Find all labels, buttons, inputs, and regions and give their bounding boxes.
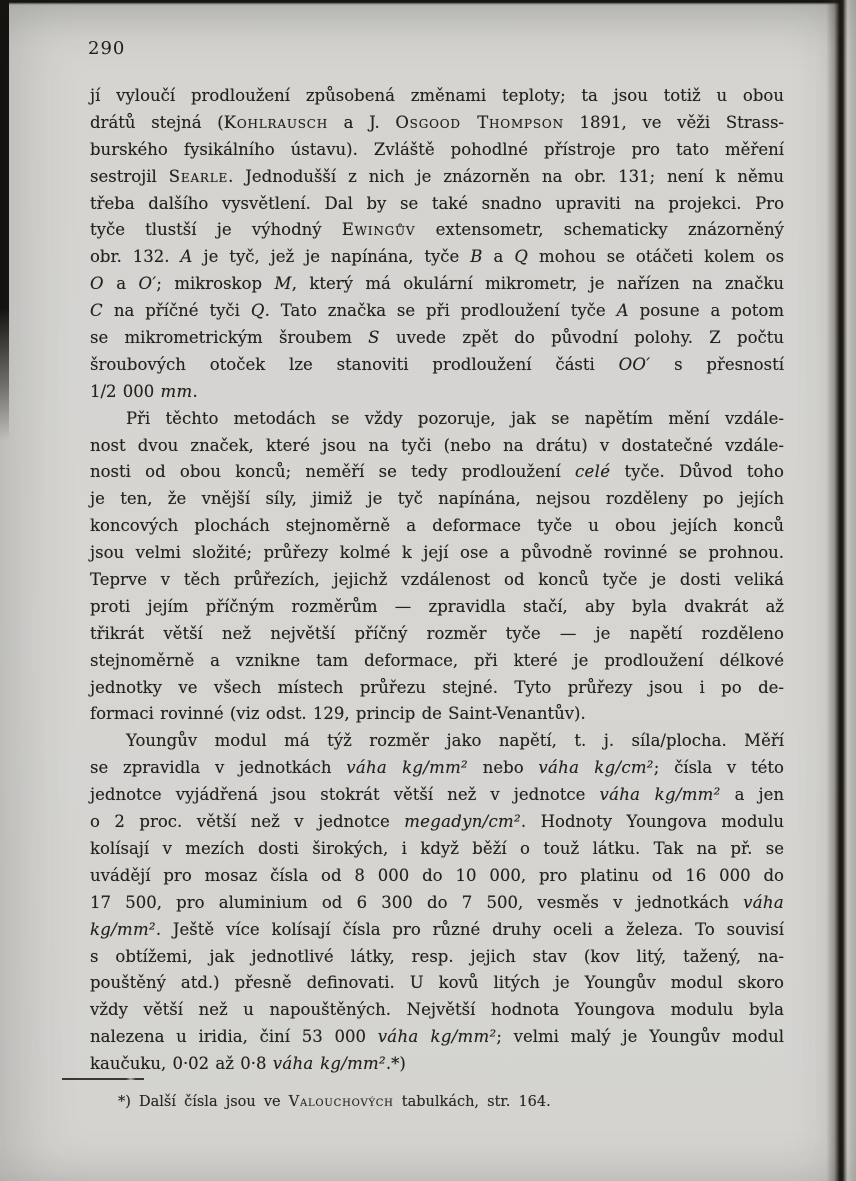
text-line: jednotce vyjádřená jsou stokrát větší než v jednotce váha kg/mm² a jen — [90, 785, 784, 805]
page-number: 290 — [88, 38, 126, 59]
text-line: jsou velmi složité; průřezy kolmé k její ose a původně rovinné se prohnou. — [90, 543, 784, 563]
text-line: stejnoměrně a vznikne tam deformace, při které je prodloužení délkové — [90, 650, 784, 670]
text-line: třikrát větší než největší příčný rozměr tyče — je napětí rozděleno — [90, 623, 784, 643]
paragraph — [90, 728, 784, 1078]
text-line: se zpravidla v jednotkách váha kg/mm² nebo váha kg/cm²; čísla v této — [90, 758, 784, 778]
text-line: nosti od obou konců; neměří se tedy prodloužení celé tyče. Důvod toho — [90, 462, 784, 482]
text-line: sestrojil Searle. Jednodušší z nich je znázorněn na obr. 131; není k němu — [90, 166, 784, 186]
text-line: koncových plochách stejnoměrně a deformace tyče u obou jejích konců — [90, 516, 784, 536]
text-line: kaučuku, 0·02 až 0·8 váha kg/mm².*) — [90, 1054, 406, 1074]
text-line: nost dvou značek, které jsou na tyči (nebo na drátu) v dostatečné vzdále- — [90, 435, 784, 455]
text-line: pouštěný atd.) přesně definovati. U kovů litých je Youngův modul skoro — [90, 973, 784, 993]
text-line: se mikrometrickým šroubem S uvede zpět do původní polohy. Z počtu — [90, 328, 785, 348]
text-line: kg/mm². Ještě více kolísají čísla pro různé druhy oceli a železa. To souvisí — [90, 919, 784, 939]
text-line: proti jejím příčným rozměrům — zpravidla stačí, aby byla dvakrát až — [90, 596, 784, 616]
text-line: Teprve v těch průřezích, jejichž vzdálenost od konců tyče je dosti veliká — [90, 570, 784, 590]
text-line: třeba dalšího vysvětlení. Dal by se také snadno upraviti na projekci. Pro — [90, 193, 784, 213]
body-text — [90, 83, 784, 1078]
paragraph — [90, 406, 784, 729]
text-line: nalezena u iridia, činí 53 000 váha kg/mm²; velmi malý je Youngův modul — [90, 1027, 785, 1047]
text-line: s obtížemi, jak jednotlivé látky, resp. jejich stav (kov litý, tažený, na- — [90, 946, 784, 966]
text-line: 17 500, pro aluminium od 6 300 do 7 500, vesměs v jednotkách váha — [90, 892, 784, 912]
footnote: *) Další čísla jsou ve Valouchových tabulkách, str. 164. — [118, 1094, 551, 1110]
text-line: Při těchto metodách se vždy pozoruje, jak se napětím mění vzdále- — [126, 408, 784, 428]
text-line: formaci rovinné (viz odst. 129, princip de Saint-Venantův). — [90, 704, 586, 724]
text-line: burského fysikálního ústavu). Zvláště pohodlné přístroje pro tato měření — [90, 139, 784, 159]
text-line: uvádějí pro mosaz čísla od 8 000 do 10 000, pro platinu od 16 000 do — [90, 865, 784, 885]
scan-edge-top — [0, 0, 856, 5]
text-line: jednotky ve všech místech průřezu stejné. Tyto průřezy jsou i po de- — [90, 677, 784, 697]
paragraph — [90, 83, 784, 406]
text-line: kolísají v mezích dosti širokých, i když běží o touž látku. Tak na př. se — [90, 838, 784, 858]
book-spine-shadow — [826, 0, 856, 1181]
text-line: Youngův modul má týž rozměr jako napětí, t. j. síla/plocha. Měří — [126, 731, 784, 751]
text-line: O a O′; mikroskop M, který má okulární mikrometr, je nařízen na značku — [90, 274, 784, 294]
text-line: C na příčné tyči Q. Tato značka se při prodloužení tyče A posune a potom — [90, 301, 784, 321]
text-line: 1/2 000 mm. — [90, 381, 198, 401]
text-line: drátů stejná (Kohlrausch a J. Osgood Thompson 1891, ve věži Strass- — [90, 112, 785, 132]
text-line: jí vyloučí prodloužení způsobená změnami teploty; ta jsou totiž u obou — [90, 86, 784, 105]
text-line: o 2 proc. větší než v jednotce megadyn/cm². Hodnoty Youngova modulu — [90, 812, 784, 832]
text-line: vždy větší než u napouštěných. Největší hodnota Youngova modulu byla — [90, 1000, 784, 1020]
scan-edge-left — [0, 0, 9, 440]
text-line: je ten, že vnější síly, jimiž je tyč napínána, nejsou rozděleny po jejích — [90, 489, 784, 509]
footnote-rule — [62, 1078, 144, 1080]
text-line: obr. 132. A je tyč, jež je napínána, tyče B a Q mohou se otáčeti kolem os — [90, 247, 785, 267]
text-line: šroubových otoček lze stanoviti prodloužení části OO′ s přesností — [90, 354, 784, 374]
text-line: tyče tlustší je výhodný Ewingův extensometr, schematicky znázorněný — [90, 220, 784, 240]
